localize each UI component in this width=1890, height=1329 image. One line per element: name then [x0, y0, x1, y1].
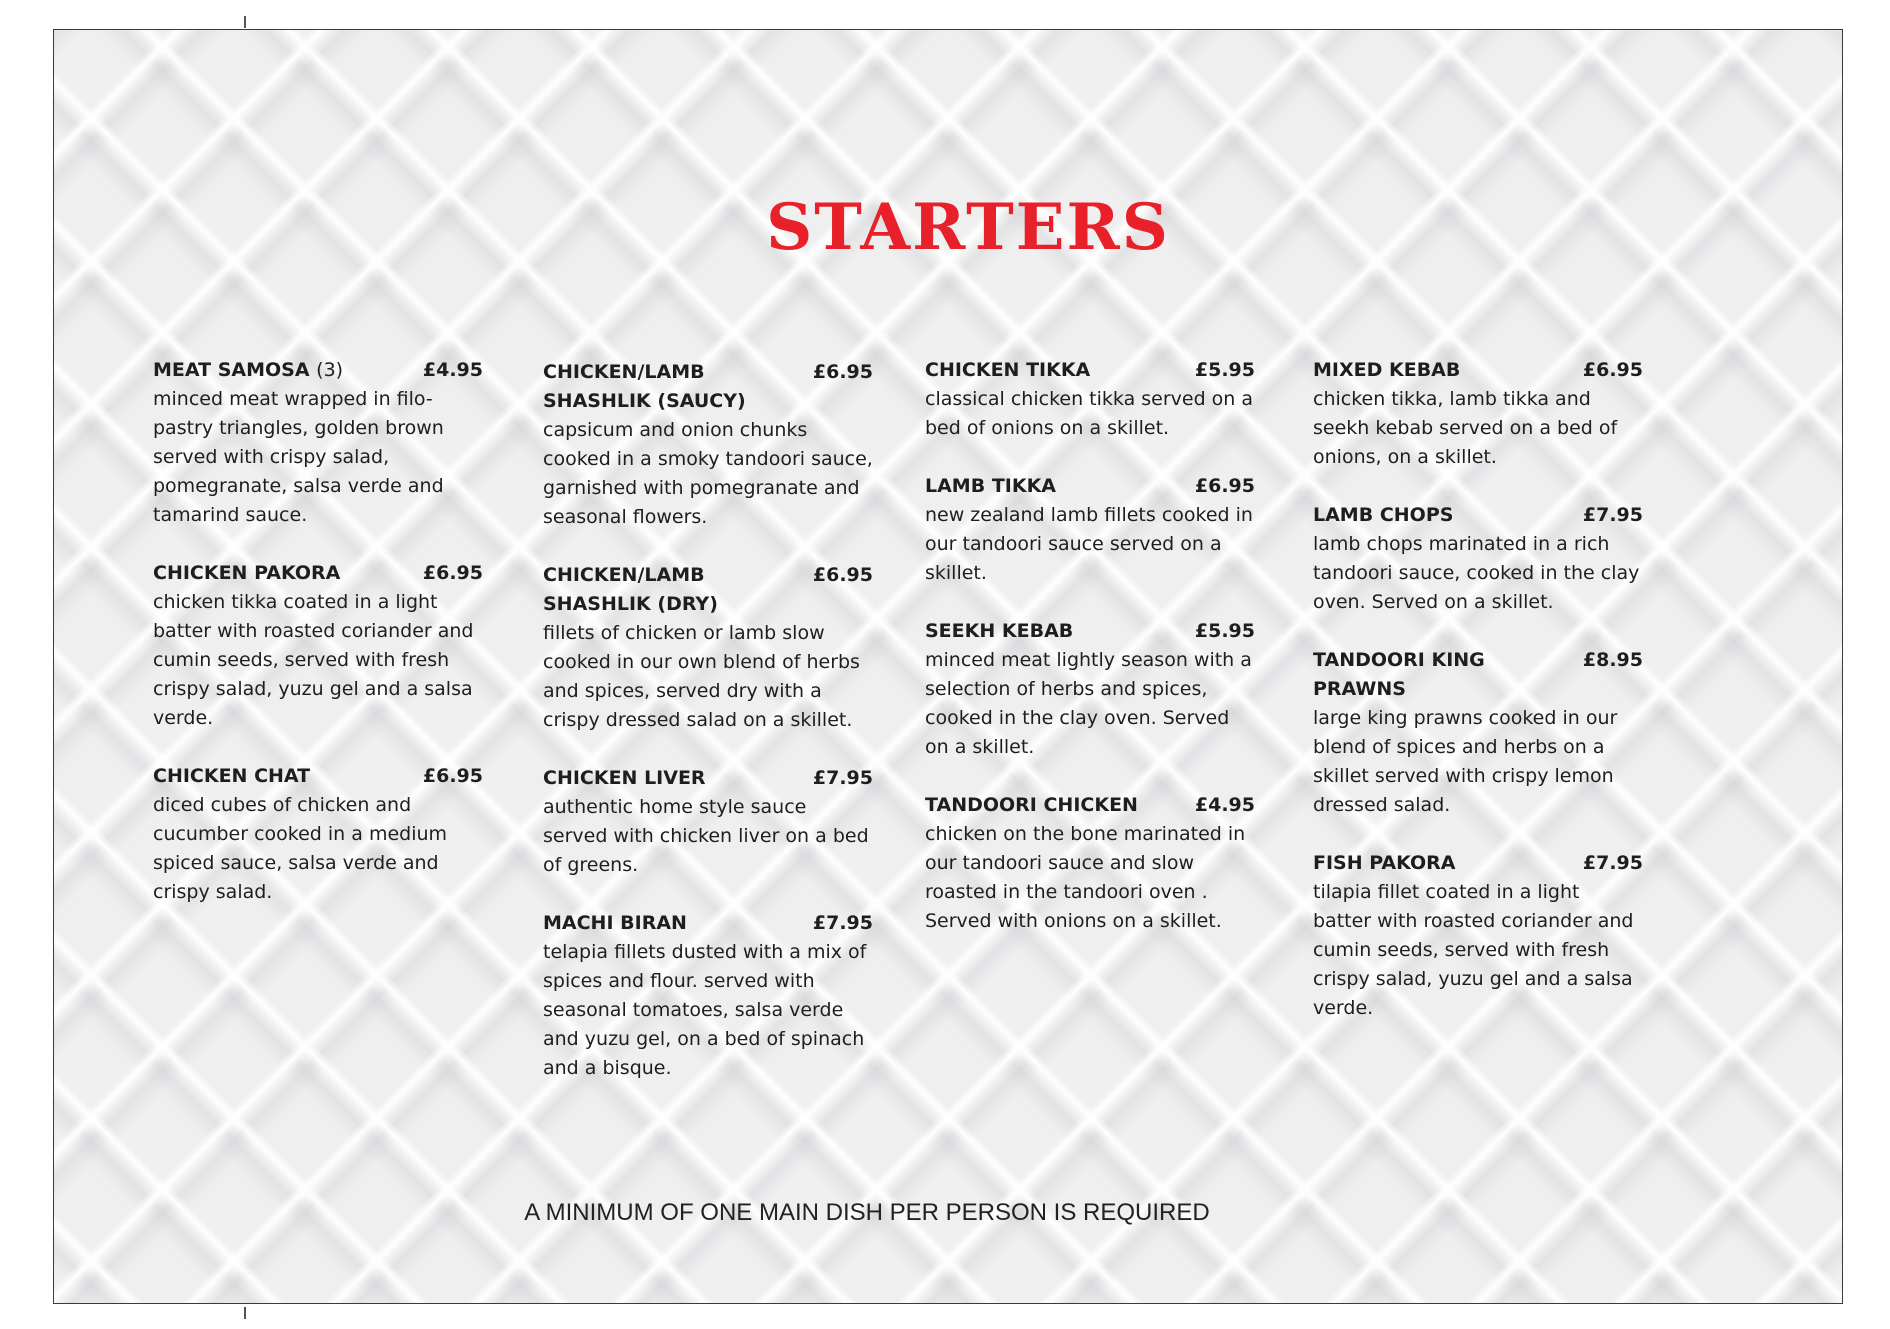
menu-item-mixed-kebab — [1313, 356, 1643, 472]
menu-item-chicken-chat — [153, 762, 483, 907]
item-price: £5.95 — [1194, 620, 1255, 642]
menu-column-1 — [153, 356, 483, 936]
item-price: £4.95 — [422, 359, 483, 381]
item-description: capsicum and onion chunks cooked in a smoky tandoori sauce, garnished with pomegranate and seasonal flowers. — [543, 419, 873, 528]
item-name: MACHI BIRAN — [543, 912, 687, 934]
item-name: CHICKEN LIVER — [543, 767, 706, 789]
item-price: £6.95 — [1582, 359, 1643, 381]
menu-item-shashlik-saucy — [543, 358, 873, 532]
item-price: £7.95 — [812, 912, 873, 934]
menu-item-fish-pakora — [1313, 849, 1643, 1023]
menu-item-chicken-pakora — [153, 559, 483, 733]
item-description: fillets of chicken or lamb slow cooked in our own blend of herbs and spices, served dry with a crispy dressed salad on a skillet. — [543, 622, 860, 731]
item-price: £4.95 — [1194, 794, 1255, 816]
item-price: £6.95 — [422, 765, 483, 787]
item-price: £6.95 — [422, 562, 483, 584]
item-price: £6.95 — [1194, 475, 1255, 497]
item-name: CHICKEN CHAT — [153, 765, 311, 787]
item-description: lamb chops marinated in a rich tandoori sauce, cooked in the clay oven. Served on a skillet. — [1313, 533, 1640, 613]
menu-item-meat-samosa — [153, 356, 483, 530]
menu-item-lamb-chops — [1313, 501, 1643, 617]
minimum-order-notice: A MINIMUM OF ONE MAIN DISH PER PERSON IS REQUIRED — [524, 1199, 1210, 1226]
item-name: CHICKEN PAKORA — [153, 562, 341, 584]
item-description: chicken on the bone marinated in our tandoori sauce and slow roasted in the tandoori oven . Served with onions on a skillet. — [925, 823, 1246, 932]
item-name: MEAT SAMOSA — [153, 359, 310, 381]
item-description: diced cubes of chicken and cucumber cooked in a medium spiced sauce, salsa verde and crispy salad. — [153, 794, 448, 903]
item-name: LAMB CHOPS — [1313, 504, 1454, 526]
menu-item-seekh-kebab — [925, 617, 1255, 762]
item-name: FISH PAKORA — [1313, 852, 1456, 874]
item-description: new zealand lamb fillets cooked in our tandoori sauce served on a skillet. — [925, 504, 1253, 584]
item-price: £6.95 — [812, 361, 873, 383]
menu-item-chicken-liver — [543, 764, 873, 880]
crop-mark-bottom — [244, 1307, 246, 1319]
page-title: STARTERS — [766, 190, 1170, 265]
item-name: SEEKH KEBAB — [925, 620, 1074, 642]
menu-item-machi-biran — [543, 909, 873, 1083]
item-name: TANDOORI CHICKEN — [925, 794, 1138, 816]
item-description: authentic home style sauce served with chicken liver on a bed of greens. — [543, 796, 869, 876]
crop-mark-top — [244, 16, 246, 28]
item-price: £6.95 — [812, 564, 873, 586]
menu-item-shashlik-dry — [543, 561, 873, 735]
menu-column-2 — [543, 358, 873, 1112]
item-name: CHICKEN TIKKA — [925, 359, 1091, 381]
item-description: minced meat wrapped in filo-pastry triangles, golden brown served with crispy salad, pomegranate, salsa verde and tamarind sauce. — [153, 388, 444, 526]
item-name: LAMB TIKKA — [925, 475, 1056, 497]
item-price: £7.95 — [1582, 504, 1643, 526]
item-name: CHICKEN/LAMB SHASHLIK (SAUCY) — [543, 361, 746, 412]
item-description: telapia fillets dusted with a mix of spices and flour. served with seasonal tomatoes, salsa verde and yuzu gel, on a bed of spinach and a bisque. — [543, 941, 867, 1079]
menu-item-tandoori-chicken — [925, 791, 1255, 936]
menu-column-4 — [1313, 356, 1643, 1052]
item-description: tilapia fillet coated in a light batter with roasted coriander and cumin seeds, served with fresh crispy salad, yuzu gel and a salsa verde. — [1313, 881, 1634, 1019]
menu-page — [53, 29, 1843, 1304]
menu-item-tandoori-king-prawns — [1313, 646, 1643, 820]
item-price: £8.95 — [1582, 649, 1643, 671]
item-price: £7.95 — [1582, 852, 1643, 874]
item-price: £5.95 — [1194, 359, 1255, 381]
item-description: classical chicken tikka served on a bed of onions on a skillet. — [925, 388, 1254, 439]
menu-item-chicken-tikka — [925, 356, 1255, 443]
item-quantity-note: (3) — [316, 359, 344, 381]
item-description: large king prawns cooked in our blend of spices and herbs on a skillet served with crispy lemon dressed salad. — [1313, 707, 1618, 816]
item-description: chicken tikka, lamb tikka and seekh kebab served on a bed of onions, on a skillet. — [1313, 388, 1618, 468]
item-description: minced meat lightly season with a selection of herbs and spices, cooked in the clay oven. Served on a skillet. — [925, 649, 1252, 758]
menu-column-3 — [925, 356, 1255, 965]
item-name: CHICKEN/LAMB SHASHLIK (DRY) — [543, 564, 718, 615]
item-name: MIXED KEBAB — [1313, 359, 1461, 381]
item-price: £7.95 — [812, 767, 873, 789]
menu-item-lamb-tikka — [925, 472, 1255, 588]
item-name: TANDOORI KING PRAWNS — [1313, 649, 1485, 700]
item-description: chicken tikka coated in a light batter with roasted coriander and cumin seeds, served with fresh crispy salad, yuzu gel and a salsa verde. — [153, 591, 474, 729]
